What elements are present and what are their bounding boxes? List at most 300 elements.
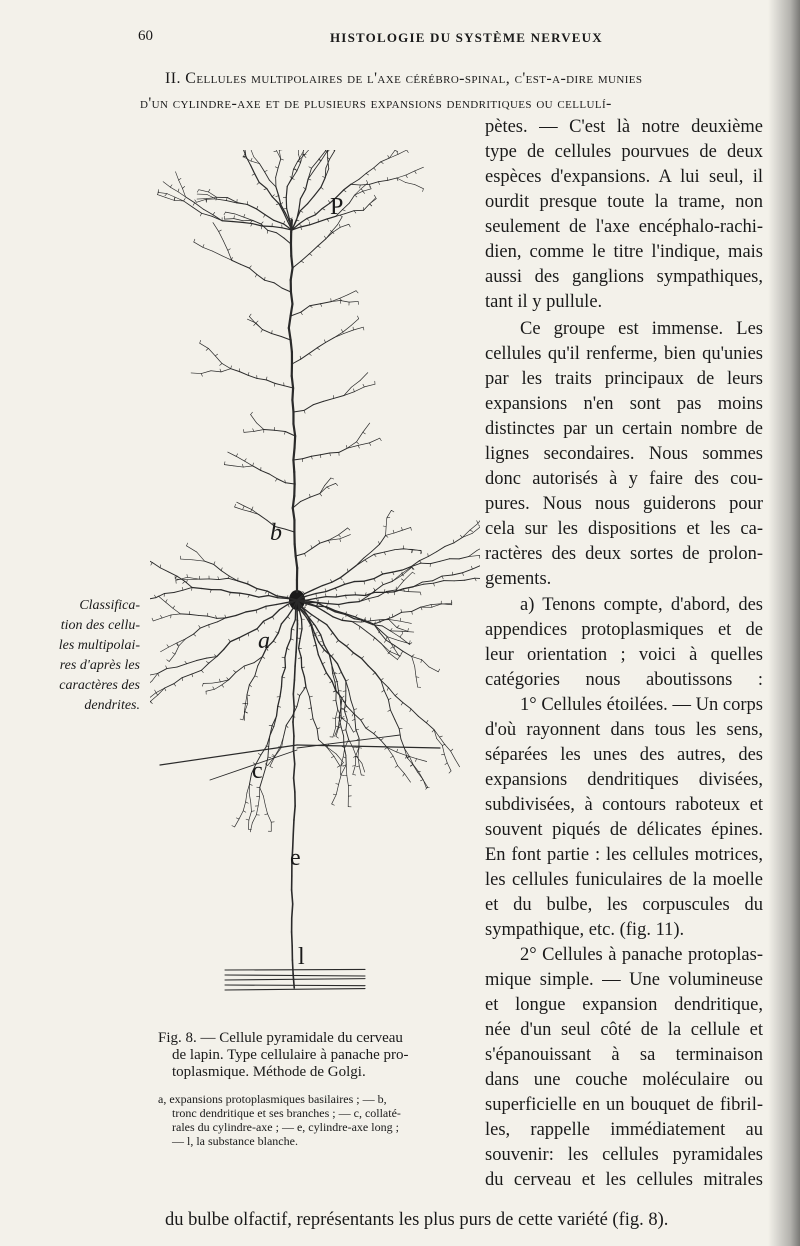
dendrite-segment	[274, 220, 284, 224]
dendrite-segment	[306, 594, 316, 597]
body-line: 1° Cellules étoilées. — Un corps	[520, 695, 763, 715]
dendrite-segment	[388, 700, 390, 710]
dendrite-segment	[320, 540, 329, 543]
dendrite-segment	[167, 660, 169, 662]
dendrite-segment	[355, 195, 357, 197]
dendrite-segment	[364, 551, 372, 558]
legend-line: — l, la substance blanche.	[172, 1134, 298, 1148]
dendrite-segment	[278, 159, 281, 168]
dendrite-segment	[477, 521, 478, 524]
dendrite-segment	[305, 548, 313, 553]
dendrite-segment	[222, 685, 224, 687]
body-line: superficielle en un bouquet de fibril-	[485, 1095, 763, 1115]
dendrite-segment	[327, 625, 333, 633]
dendrite-segment	[301, 254, 309, 261]
dendrite-segment	[370, 182, 379, 185]
dendrite-segment	[397, 752, 407, 756]
dendrite-segment	[445, 543, 454, 547]
dendrite-segment	[354, 389, 355, 392]
dendrite-segment	[358, 445, 359, 448]
dendrite-segment	[421, 607, 422, 610]
dendrite-segment	[370, 204, 372, 206]
dendrite-segment	[150, 558, 152, 563]
dendrite-segment	[308, 168, 311, 179]
dendrite-segment	[291, 292, 293, 304]
dendrite-segment	[247, 204, 256, 209]
dendrite-segment	[470, 523, 478, 530]
dendrite-segment	[293, 680, 294, 694]
dendrite-segment	[274, 151, 277, 152]
body-line: expansions n'en sont pas moins	[485, 394, 763, 414]
dendrite-segment	[417, 759, 427, 762]
dendrite-segment	[261, 330, 263, 333]
dendrite-segment	[166, 602, 173, 608]
dendrite-segment	[248, 584, 257, 589]
dendrite-segment	[336, 700, 338, 709]
margin-note-line: res d'après les	[59, 658, 140, 673]
dendrite-segment	[268, 814, 272, 822]
dendrite-segment	[348, 528, 350, 530]
dendrite-segment	[286, 716, 292, 725]
dendrite-segment	[156, 688, 164, 693]
dendrite-segment	[248, 629, 257, 633]
dendrite-segment	[382, 626, 390, 631]
dendrite-segment	[249, 314, 251, 316]
dendrite-segment	[355, 189, 361, 195]
dendrite-segment	[386, 518, 387, 527]
dendrite-segment	[304, 155, 306, 157]
dendrite-segment	[274, 283, 282, 288]
dendrite-segment	[317, 343, 325, 348]
dendrite-segment	[246, 793, 247, 802]
body-line: du cerveau et les cellules mitrales	[485, 1170, 763, 1190]
dendrite-segment	[332, 578, 341, 583]
dendrite-segment	[172, 653, 175, 654]
dendrite-segment	[370, 198, 377, 203]
dendrite-segment	[421, 660, 422, 663]
dendrite-segment	[167, 667, 177, 669]
body-line: lignes secondaires. Nous sommes	[485, 444, 763, 464]
dendrite-segment	[374, 195, 376, 198]
dendrite-segment	[301, 225, 310, 227]
dendrite-segment	[337, 664, 341, 673]
dendrite-segment	[263, 796, 265, 805]
dendrite-segment	[236, 456, 244, 461]
dendrite-segment	[299, 648, 302, 657]
dendrite-segment	[259, 182, 267, 188]
dendrite-segment	[400, 637, 409, 644]
dendrite-segment	[251, 811, 254, 812]
dendrite-segment	[187, 580, 188, 583]
dendrite-segment	[412, 656, 415, 666]
dendrite-segment	[296, 554, 305, 556]
dendrite-segment	[331, 756, 334, 758]
dendrite-segment	[404, 572, 413, 580]
dendrite-segment	[289, 316, 291, 328]
dendrite-segment	[330, 452, 339, 453]
dendrite-segment	[269, 474, 277, 479]
dendrite-segment	[373, 625, 382, 626]
dendrite-segment	[194, 242, 203, 247]
dendrite-segment	[321, 635, 324, 645]
dendrite-segment	[150, 701, 151, 709]
dendrite-segment	[285, 529, 295, 532]
figure-label-c: c	[252, 758, 263, 784]
dendrite-segment	[203, 247, 213, 251]
body-line: distinctes par un certain nombre de	[485, 419, 763, 439]
dendrite-segment	[184, 201, 193, 207]
dendrite-segment	[346, 445, 347, 448]
dendrite-segment	[441, 754, 444, 755]
dendrite-segment	[155, 690, 156, 693]
dendrite-segment	[247, 695, 248, 704]
dendrite-segment	[417, 772, 422, 779]
dendrite-segment	[150, 681, 152, 687]
dendrite-segment	[247, 695, 250, 696]
dendrite-segment	[246, 610, 256, 612]
dendrite-segment	[359, 173, 366, 179]
dendrite-segment	[261, 470, 270, 474]
dendrite-segment	[292, 890, 293, 904]
dendrite-segment	[230, 638, 239, 642]
dendrite-segment	[208, 348, 215, 355]
dendrite-segment	[187, 661, 197, 664]
dendrite-segment	[316, 597, 326, 599]
dendrite-segment	[265, 215, 274, 221]
dendrite-segment	[360, 626, 367, 632]
dendrite-segment	[249, 268, 256, 274]
dendrite-segment	[385, 748, 387, 750]
dendrite-segment	[299, 639, 301, 649]
dendrite-segment	[440, 559, 449, 562]
page-header	[0, 28, 800, 52]
dendrite-segment	[179, 178, 181, 180]
dendrite-segment	[291, 304, 293, 316]
dendrite-segment	[380, 630, 387, 636]
dendrite-segment	[416, 677, 418, 687]
dendrite-segment	[193, 560, 205, 561]
dendrite-segment	[315, 161, 322, 170]
dendrite-segment	[397, 625, 399, 627]
section-heading-line-2: d'un cylindre-axe et de plusieurs expansions dendritiques ou cellulí-	[140, 95, 612, 112]
dendrite-segment	[335, 584, 344, 588]
dendrite-segment	[175, 646, 179, 655]
dendrite-segment	[368, 666, 375, 673]
dendrite-segment	[358, 443, 369, 446]
dendrite-segment	[259, 164, 264, 172]
body-line: née d'un seul côté de la cellule et	[485, 1020, 763, 1040]
dendrite-segment	[392, 575, 402, 581]
dendrite-segment	[403, 774, 405, 776]
dendrite-segment	[326, 232, 332, 239]
dendrite-segment	[294, 806, 295, 820]
dendrite-segment	[357, 442, 359, 444]
body-line: En font partie : les cellules motrices,	[485, 845, 763, 865]
body-line: appendices protoplasmiques et de	[485, 620, 763, 640]
dendrite-segment	[259, 596, 269, 598]
dendrite-segment	[151, 701, 153, 703]
dendrite-segment	[254, 430, 264, 432]
dendrite-segment	[293, 261, 302, 268]
figure-label-b: b	[270, 520, 282, 546]
dendrite-segment	[365, 554, 374, 560]
dendrite-segment	[415, 167, 424, 171]
dendrite-segment	[295, 544, 296, 556]
dendrite-segment	[384, 690, 388, 699]
dendrite-segment	[374, 552, 384, 554]
dendrite-segment	[402, 611, 412, 612]
dendrite-segment	[292, 904, 293, 918]
dendrite-segment	[344, 582, 354, 585]
body-line: leur orientation ; voici à quelles	[485, 645, 763, 665]
dendrite-segment	[438, 669, 439, 672]
dendrite-segment	[353, 327, 363, 330]
dendrite-segment	[383, 572, 393, 574]
dendrite-segment	[363, 423, 370, 432]
dendrite-segment	[315, 626, 320, 635]
body-line: les, rappelle immédiatement au	[485, 1120, 763, 1140]
dendrite-segment	[423, 583, 433, 584]
dendrite-segment	[301, 306, 310, 312]
dendrite-segment	[478, 515, 480, 524]
dendrite-segment	[225, 989, 365, 990]
dendrite-segment	[235, 214, 244, 217]
dendrite-segment	[239, 811, 243, 819]
dendrite-segment	[333, 227, 341, 232]
dendrite-segment	[354, 653, 362, 659]
dendrite-segment	[334, 332, 343, 338]
dendrite-segment	[343, 203, 350, 210]
dendrite-segment	[304, 677, 305, 687]
dendrite-segment	[247, 685, 249, 695]
dendrite-segment	[276, 603, 286, 605]
dendrite-segment	[292, 400, 293, 412]
dendrite-segment	[236, 666, 244, 672]
dendrite-segment	[310, 304, 321, 306]
dendrite-segment	[293, 974, 294, 988]
body-line: expansions dendritiques divisées,	[485, 770, 763, 790]
dendrite-segment	[229, 672, 236, 680]
dendrite-segment	[308, 170, 314, 179]
dendrite-segment	[449, 771, 451, 773]
dendrite-segment	[383, 526, 386, 527]
dendrite-segment	[234, 219, 243, 221]
dendrite-segment	[374, 574, 383, 579]
dendrite-segment	[173, 608, 181, 614]
dendrite-segment	[342, 718, 349, 724]
dendrite-segment	[243, 802, 245, 811]
dendrite-segment	[462, 530, 470, 537]
body-line: s'épanouissant à sa terminaison	[485, 1045, 763, 1065]
dendrite-segment	[310, 222, 319, 225]
dendrite-segment	[311, 614, 319, 619]
dendrite-segment	[243, 157, 251, 161]
body-line: ractères des deux sortes de prolon-	[485, 544, 763, 564]
dendrite-segment	[353, 747, 356, 756]
dendrite-segment	[342, 620, 352, 621]
dendrite-segment	[370, 620, 379, 621]
dendrite-segment	[364, 384, 375, 387]
dendrite-segment	[361, 189, 363, 191]
dendrite-segment	[362, 763, 365, 772]
dendrite-segment	[439, 736, 442, 737]
dendrite-segment	[244, 431, 254, 432]
dendrite-segment	[367, 632, 374, 638]
dendrite-segment	[213, 251, 222, 256]
dendrite-segment	[236, 454, 237, 457]
dendrite-segment	[361, 183, 368, 189]
dendrite-segment	[395, 646, 403, 652]
dendrite-segment	[202, 683, 203, 686]
dendrite-segment	[429, 667, 438, 672]
dendrite-segment	[387, 510, 392, 518]
dendrite-segment	[340, 301, 349, 303]
body-line: aussi des ganglions sympathiques,	[485, 267, 763, 287]
dendrite-segment	[379, 180, 388, 181]
dendrite-segment	[478, 525, 480, 527]
dendrite-segment	[349, 224, 350, 227]
dendrite-segment	[264, 617, 273, 622]
dendrite-segment	[245, 459, 247, 461]
dendrite-segment	[300, 687, 306, 696]
dendrite-segment	[340, 572, 348, 578]
dendrite-segment	[408, 628, 409, 631]
dendrite-segment	[383, 581, 392, 584]
dendrite-segment	[286, 186, 287, 197]
dendrite-segment	[260, 788, 264, 796]
dendrite-segment	[282, 668, 285, 677]
dendrite-segment	[355, 191, 363, 195]
last-line: du bulbe olfactif, représentants les plus purs de cette variété (fig. 8).	[165, 1210, 669, 1230]
dendrite-segment	[213, 223, 219, 232]
dendrite-segment	[372, 544, 380, 551]
dendrite-segment	[339, 535, 341, 537]
dendrite-segment	[459, 557, 468, 559]
dendrite-segment	[311, 160, 318, 169]
dendrite-segment	[349, 724, 354, 732]
dendrite-segment	[369, 443, 370, 446]
dendrite-segment	[272, 334, 282, 337]
dendrite-segment	[209, 579, 219, 580]
dendrite-segment	[402, 527, 403, 530]
body-line: dans une couche moléculaire ou	[485, 1070, 763, 1090]
dendrite-segment	[403, 703, 411, 709]
dendrite-segment	[422, 581, 432, 582]
dendrite-segment	[150, 598, 156, 600]
dendrite-segment	[341, 329, 343, 332]
dendrite-segment	[359, 766, 361, 775]
dendrite-segment	[423, 189, 424, 192]
dendrite-segment	[180, 614, 189, 615]
dendrite-segment	[190, 614, 199, 615]
dendrite-segment	[243, 811, 246, 812]
dendrite-segment	[256, 323, 263, 330]
body-line: cellules qu'il renferme, bien qu'unies	[485, 344, 763, 364]
dendrite-segment	[348, 291, 356, 295]
dendrite-segment	[325, 478, 331, 485]
dendrite-segment	[299, 199, 300, 210]
dendrite-segment	[239, 633, 248, 638]
dendrite-segment	[442, 745, 444, 754]
dendrite-segment	[305, 590, 314, 594]
dendrite-segment	[156, 593, 164, 597]
dendrite-segment	[212, 682, 220, 683]
dendrite-segment	[256, 321, 258, 323]
dendrite-segment	[397, 749, 398, 752]
dendrite-segment	[291, 340, 292, 352]
dendrite-segment	[173, 606, 175, 608]
dendrite-segment	[380, 438, 382, 441]
dendrite-segment	[166, 198, 175, 201]
dendrite-segment	[442, 575, 452, 576]
dendrite-segment	[356, 766, 359, 767]
dendrite-segment	[326, 588, 335, 591]
dendrite-segment	[213, 212, 215, 214]
dendrite-segment	[399, 729, 401, 739]
dendrite-segment	[250, 165, 254, 174]
dendrite-segment	[445, 763, 447, 765]
dendrite-segment	[194, 628, 201, 634]
dendrite-segment	[339, 224, 340, 227]
body-line: 2° Cellules à panache protoplas-	[520, 945, 763, 965]
dendrite-segment	[391, 510, 394, 512]
dendrite-segment	[251, 415, 257, 423]
dendrite-segment	[235, 819, 239, 827]
dendrite-segment	[339, 640, 347, 646]
dendrite-segment	[421, 605, 431, 607]
dendrite-segment	[192, 587, 202, 588]
dendrite-segment	[381, 644, 388, 653]
dendrite-segment	[444, 754, 447, 763]
dendrite-segment	[158, 673, 159, 676]
dendrite-segment	[465, 578, 475, 580]
dendrite-segment	[316, 645, 318, 655]
dendrite-segment	[225, 985, 365, 986]
dendrite-segment	[388, 688, 395, 696]
dendrite-segment	[348, 566, 356, 572]
dendrite-segment	[257, 274, 265, 280]
dendrite-segment	[268, 747, 269, 758]
dendrite-segment	[294, 666, 295, 680]
dendrite-segment	[346, 646, 353, 653]
dendrite-segment	[384, 550, 394, 552]
dendrite-segment	[340, 224, 349, 227]
dendrite-segment	[270, 766, 273, 767]
dendrite-segment	[393, 570, 403, 572]
body-line: d'où rayonnent dans tous les sens,	[485, 720, 763, 740]
dendrite-segment	[339, 603, 349, 605]
dendrite-segment	[339, 528, 348, 535]
dendrite-segment	[405, 182, 414, 184]
legend-line: rales du cylindre-axe ; — e, cylindre-axe long ;	[172, 1120, 399, 1134]
dendrite-segment	[179, 180, 183, 188]
body-line: dien, comme le titre l'indique, mais	[485, 242, 763, 262]
dendrite-segment	[222, 363, 231, 368]
dendrite-segment	[197, 552, 205, 561]
dendrite-segment	[335, 150, 337, 151]
dendrite-segment	[186, 546, 196, 552]
body-line: tant il y pullule.	[485, 292, 603, 312]
dendrite-segment	[333, 617, 342, 621]
dendrite-segment	[316, 592, 326, 594]
dendrite-segment	[203, 245, 204, 248]
body-line: cela sur les dispositions et les ca-	[485, 519, 763, 539]
dendrite-segment	[240, 593, 250, 595]
dendrite-segment	[423, 779, 428, 787]
dendrite-segment	[336, 736, 338, 738]
dendrite-segment	[267, 189, 272, 197]
dendrite-segment	[264, 430, 275, 431]
